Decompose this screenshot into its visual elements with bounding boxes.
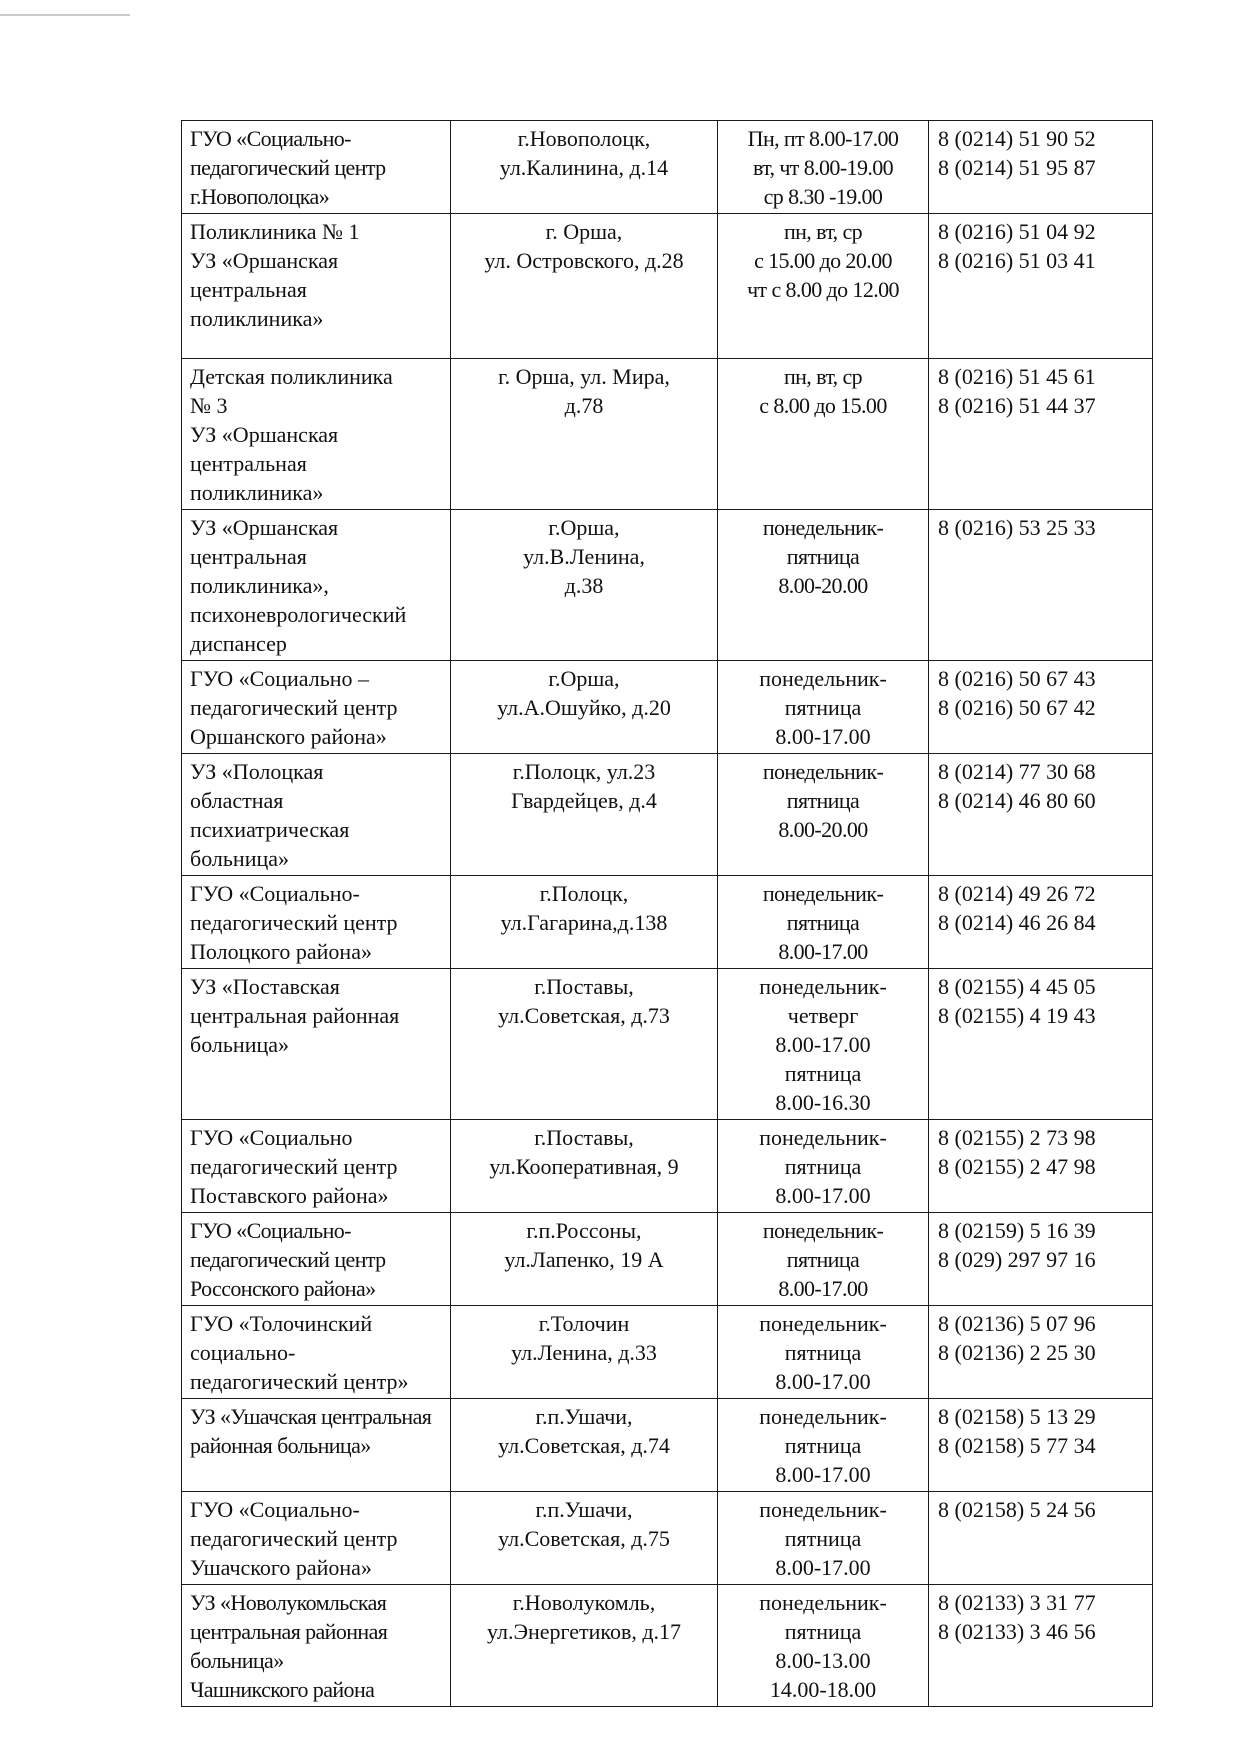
phone-cell: 8 (0216) 51 45 61 8 (0216) 51 44 37 <box>929 359 1153 510</box>
hours-cell: понедельник- четверг 8.00-17.00 пятница 8.00-16.30 <box>718 969 929 1120</box>
address-cell: г.Новополоцк, ул.Калинина, д.14 <box>451 121 718 214</box>
hours-cell: понедельник- пятница 8.00-17.00 <box>718 1492 929 1585</box>
phone-cell: 8 (02133) 3 31 77 8 (02133) 3 46 56 <box>929 1585 1153 1707</box>
phone-cell: 8 (02158) 5 24 56 <box>929 1492 1153 1585</box>
table-row <box>182 1399 1153 1492</box>
hours-cell: понедельник- пятница 8.00-17.00 <box>718 1213 929 1306</box>
table-row <box>182 359 1153 510</box>
address-cell: г.п.Ушачи, ул.Советская, д.74 <box>451 1399 718 1492</box>
hours-cell: понедельник- пятница 8.00-17.00 <box>718 876 929 969</box>
phone-cell: 8 (0214) 49 26 72 8 (0214) 46 26 84 <box>929 876 1153 969</box>
phone-cell: 8 (02155) 2 73 98 8 (02155) 2 47 98 <box>929 1120 1153 1213</box>
phone-cell: 8 (0216) 51 04 92 8 (0216) 51 03 41 <box>929 214 1153 359</box>
hours-cell: понедельник- пятница 8.00-17.00 <box>718 1399 929 1492</box>
address-cell: г.п.Россоны, ул.Лапенко, 19 А <box>451 1213 718 1306</box>
address-cell: г.Полоцк, ул.23 Гвардейцев, д.4 <box>451 754 718 876</box>
scan-edge-mark <box>0 14 130 16</box>
table-row <box>182 754 1153 876</box>
hours-cell: понедельник- пятница 8.00-20.00 <box>718 510 929 661</box>
phone-cell: 8 (0216) 53 25 33 <box>929 510 1153 661</box>
institution-name-cell: ГУО «Социально- педагогический центр г.Новополоцка» <box>182 121 451 214</box>
hours-cell: понедельник- пятница 8.00-17.00 <box>718 1120 929 1213</box>
institution-name-cell: ГУО «Социально – педагогический центр Оршанского района» <box>182 661 451 754</box>
phone-cell: 8 (02158) 5 13 29 8 (02158) 5 77 34 <box>929 1399 1153 1492</box>
phone-cell: 8 (0214) 51 90 52 8 (0214) 51 95 87 <box>929 121 1153 214</box>
table-row <box>182 214 1153 359</box>
address-cell: г.п.Ушачи, ул.Советская, д.75 <box>451 1492 718 1585</box>
institution-name-cell: ГУО «Социально- педагогический центр Полоцкого района» <box>182 876 451 969</box>
institution-name-cell: УЗ «Новолукомльская центральная районная больница» Чашникского района <box>182 1585 451 1707</box>
institution-name-cell: ГУО «Социально педагогический центр Поставского района» <box>182 1120 451 1213</box>
address-cell: г.Поставы, ул.Советская, д.73 <box>451 969 718 1120</box>
institution-name-cell: ГУО «Социально- педагогический центр Россонского района» <box>182 1213 451 1306</box>
table-row <box>182 510 1153 661</box>
hours-cell: понедельник- пятница 8.00-17.00 <box>718 661 929 754</box>
institution-name-cell: УЗ «Полоцкая областная психиатрическая больница» <box>182 754 451 876</box>
institution-name-cell: Поликлиника № 1 УЗ «Оршанская центральная поликлиника» <box>182 214 451 359</box>
hours-cell: Пн, пт 8.00-17.00 вт, чт 8.00-19.00 ср 8.30 -19.00 <box>718 121 929 214</box>
table-row <box>182 1120 1153 1213</box>
address-cell: г.Новолукомль, ул.Энергетиков, д.17 <box>451 1585 718 1707</box>
institution-name-cell: УЗ «Оршанская центральная поликлиника», психоневрологический диспансер <box>182 510 451 661</box>
institution-name-cell: УЗ «Поставская центральная районная больница» <box>182 969 451 1120</box>
address-cell: г.Орша, ул.В.Ленина, д.38 <box>451 510 718 661</box>
hours-cell: пн, вт, ср с 8.00 до 15.00 <box>718 359 929 510</box>
hours-cell: понедельник- пятница 8.00-20.00 <box>718 754 929 876</box>
phone-cell: 8 (0216) 50 67 43 8 (0216) 50 67 42 <box>929 661 1153 754</box>
table-row <box>182 969 1153 1120</box>
phone-cell: 8 (02155) 4 45 05 8 (02155) 4 19 43 <box>929 969 1153 1120</box>
institutions-table <box>181 120 1153 1707</box>
phone-cell: 8 (02136) 5 07 96 8 (02136) 2 25 30 <box>929 1306 1153 1399</box>
table-row <box>182 661 1153 754</box>
institution-name-cell: ГУО «Социально- педагогический центр Ушачского района» <box>182 1492 451 1585</box>
hours-cell: понедельник- пятница 8.00-13.00 14.00-18.00 <box>718 1585 929 1707</box>
hours-cell: пн, вт, ср с 15.00 до 20.00 чт с 8.00 до 12.00 <box>718 214 929 359</box>
address-cell: г.Толочин ул.Ленина, д.33 <box>451 1306 718 1399</box>
address-cell: г.Полоцк, ул.Гагарина,д.138 <box>451 876 718 969</box>
table-row <box>182 1492 1153 1585</box>
institution-name-cell: Детская поликлиника № 3 УЗ «Оршанская центральная поликлиника» <box>182 359 451 510</box>
address-cell: г.Орша, ул.А.Ошуйко, д.20 <box>451 661 718 754</box>
table-row <box>182 1585 1153 1707</box>
phone-cell: 8 (0214) 77 30 68 8 (0214) 46 80 60 <box>929 754 1153 876</box>
institution-name-cell: ГУО «Толочинский социально- педагогический центр» <box>182 1306 451 1399</box>
table-row <box>182 121 1153 214</box>
address-cell: г.Поставы, ул.Кооперативная, 9 <box>451 1120 718 1213</box>
table-row <box>182 876 1153 969</box>
table-row <box>182 1213 1153 1306</box>
phone-cell: 8 (02159) 5 16 39 8 (029) 297 97 16 <box>929 1213 1153 1306</box>
hours-cell: понедельник- пятница 8.00-17.00 <box>718 1306 929 1399</box>
institution-name-cell: УЗ «Ушачская центральная районная больница» <box>182 1399 451 1492</box>
table-row <box>182 1306 1153 1399</box>
address-cell: г. Орша, ул. Островского, д.28 <box>451 214 718 359</box>
address-cell: г. Орша, ул. Мира, д.78 <box>451 359 718 510</box>
